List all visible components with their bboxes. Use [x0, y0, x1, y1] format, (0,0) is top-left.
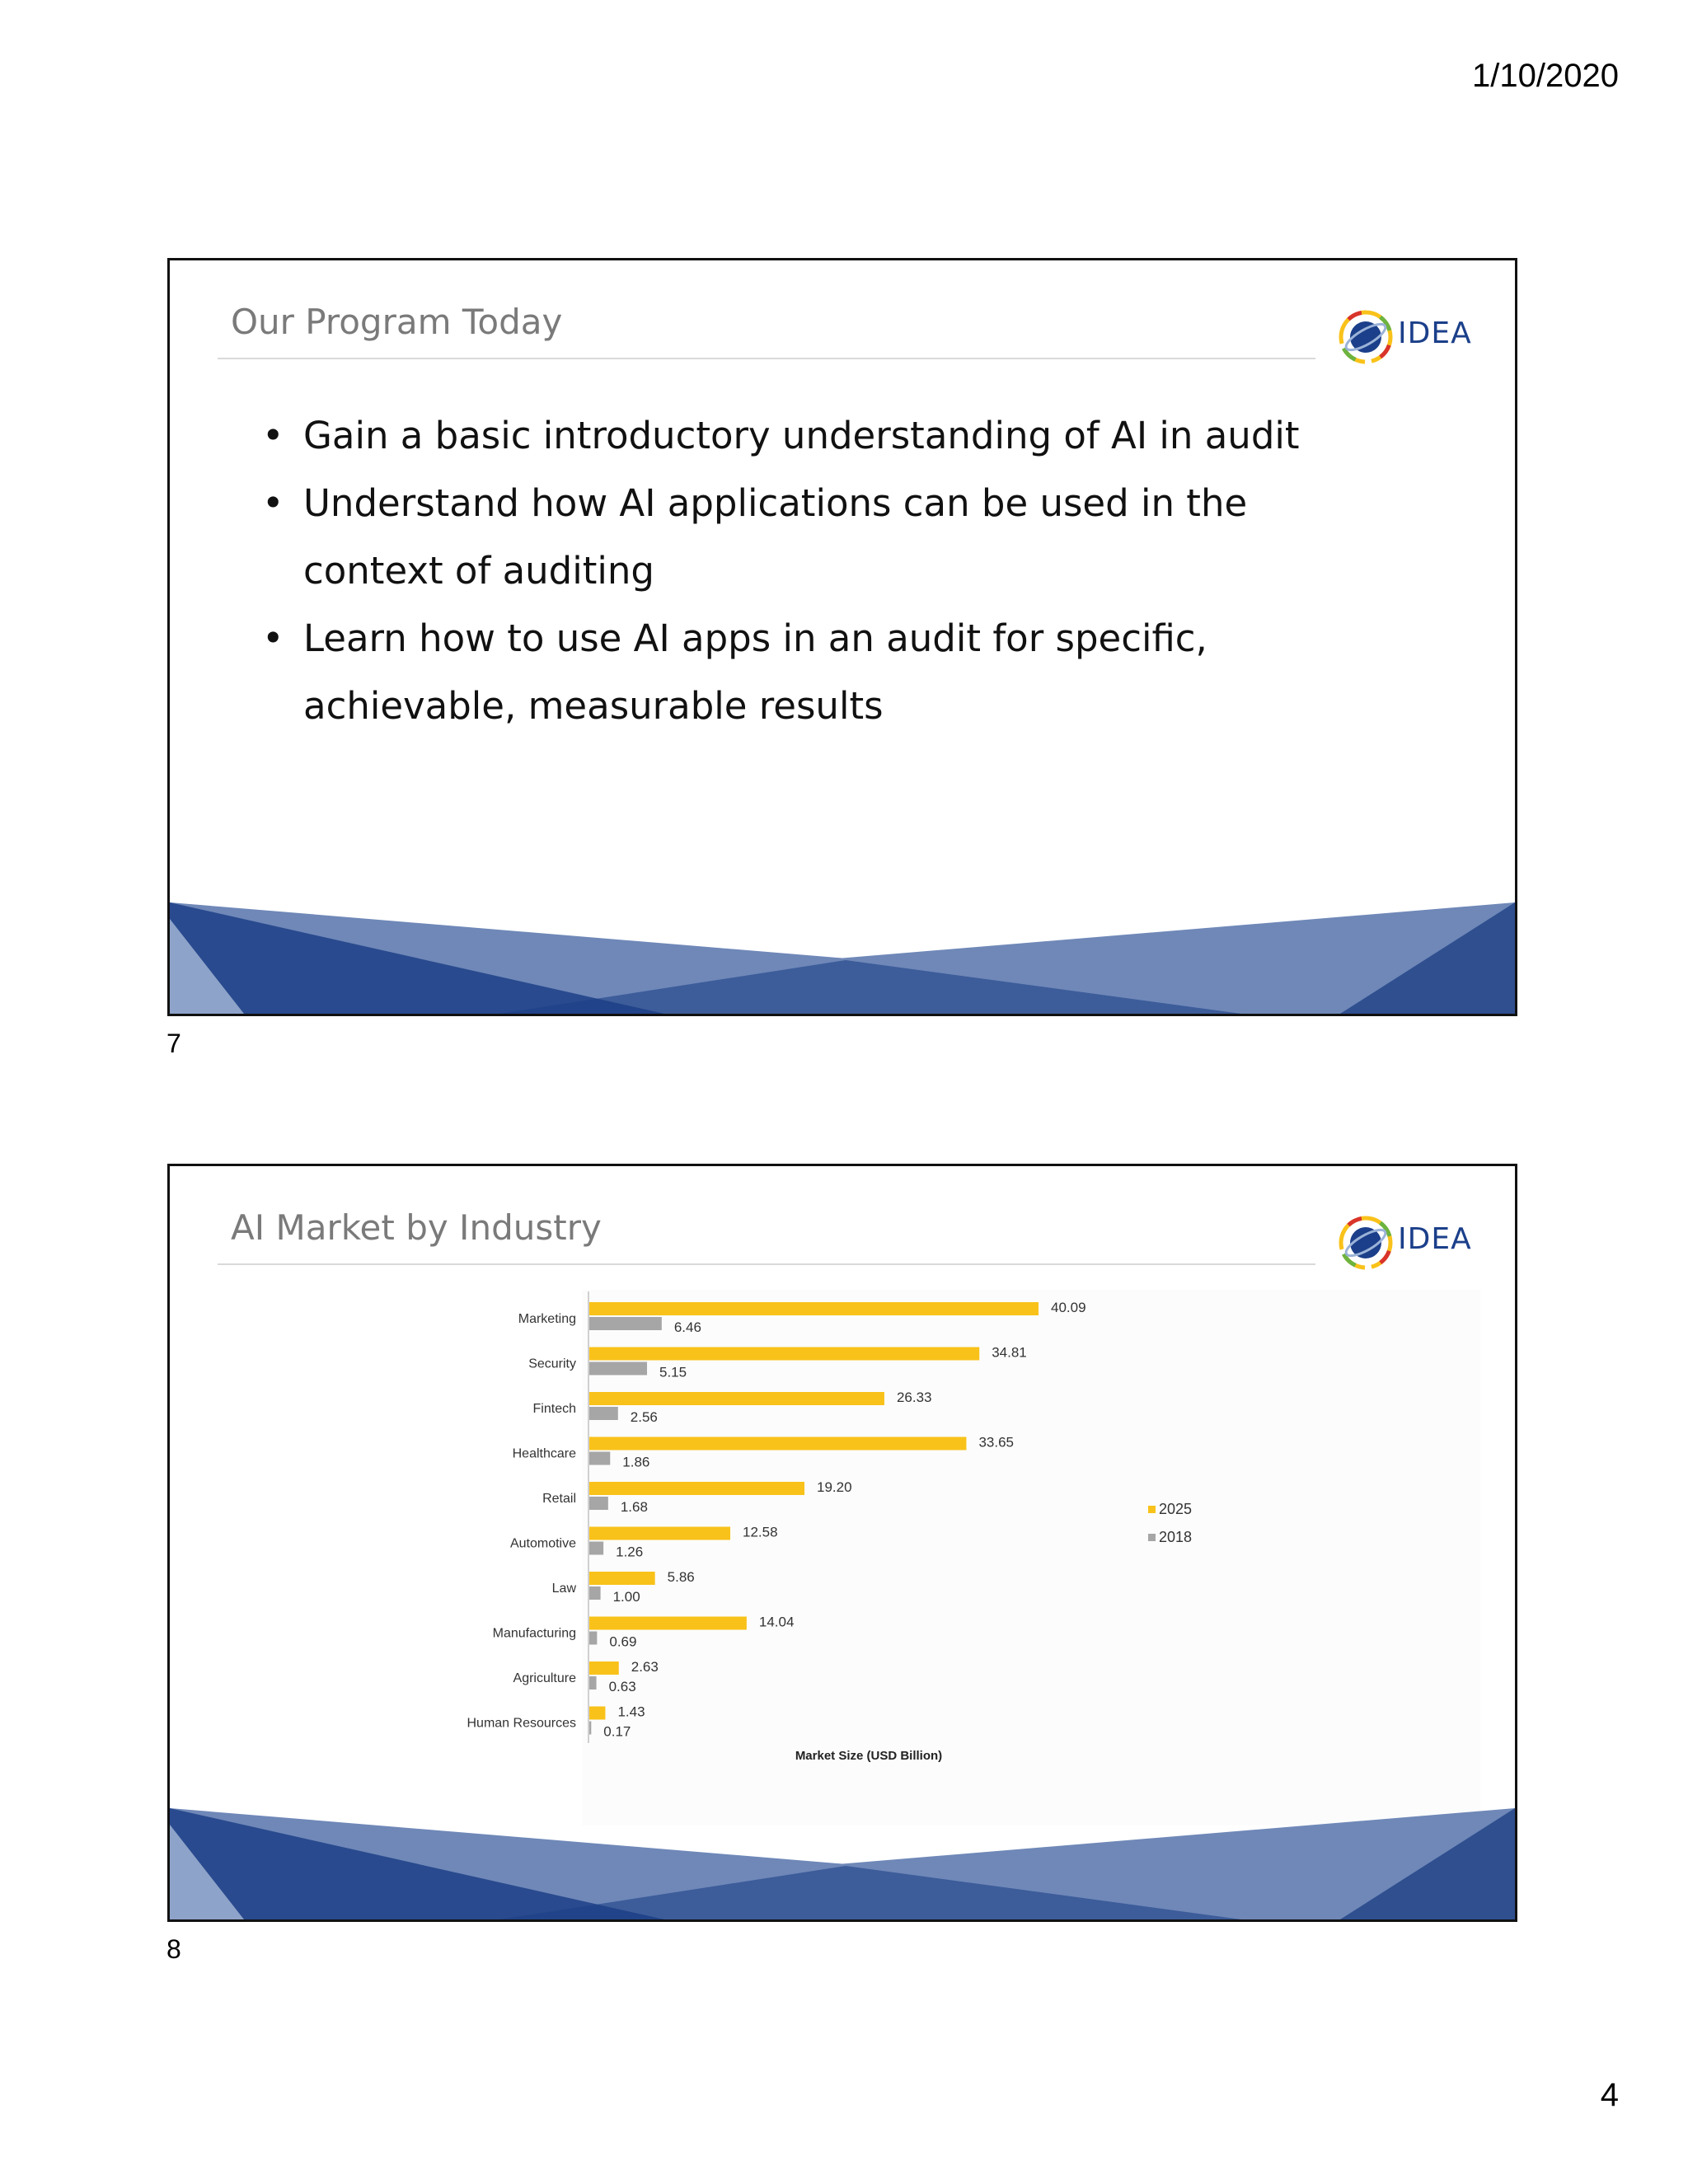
- data-label-2018: 5.15: [659, 1364, 687, 1380]
- market-chart: [170, 1166, 1515, 1825]
- bar-2025: [589, 1392, 884, 1405]
- bullet-item: • Understand how AI applications can be used in the context of auditing: [262, 470, 1334, 605]
- bullet-item: • Learn how to use AI apps in an audit for specific, achievable, measurable results: [262, 605, 1334, 740]
- data-label-2018: 2.56: [630, 1409, 658, 1425]
- data-label-2018: 1.68: [620, 1499, 648, 1515]
- data-label-2025: 33.65: [978, 1434, 1014, 1451]
- bar-2018: [589, 1497, 608, 1510]
- bar-2018: [589, 1317, 662, 1330]
- category-label: Healthcare: [512, 1446, 576, 1461]
- bullet-item: • Gain a basic introductory understanding of AI in audit: [262, 402, 1334, 470]
- date: 1/10/2020: [1472, 58, 1619, 94]
- data-label-2025: 14.04: [758, 1614, 795, 1630]
- globe-icon: [1337, 307, 1395, 368]
- bar-2025: [589, 1661, 619, 1675]
- x-axis-title: Market Size (USD Billion): [795, 1749, 943, 1763]
- data-label-2025: 26.33: [896, 1390, 932, 1405]
- data-label-2025: 5.86: [667, 1569, 695, 1585]
- bar-2018: [589, 1362, 647, 1376]
- data-label-2018: 1.86: [622, 1454, 650, 1470]
- data-label-2018: 0.63: [608, 1679, 636, 1694]
- bar-2018: [589, 1632, 597, 1645]
- data-label-2018: 1.26: [616, 1544, 644, 1560]
- logo-text: IDEA: [1398, 1222, 1472, 1256]
- category-label: Fintech: [532, 1402, 576, 1416]
- category-label: Security: [528, 1357, 576, 1371]
- legend-label: 2025: [1159, 1501, 1193, 1517]
- bar-2025: [589, 1617, 747, 1630]
- idea-logo: [1337, 307, 1493, 373]
- title-rule: [218, 358, 1315, 359]
- footer-decoration: [170, 902, 1515, 1014]
- bar-2018: [589, 1676, 597, 1690]
- bar-2025: [589, 1437, 966, 1451]
- bar-2018: [589, 1722, 591, 1735]
- slide-7: [167, 258, 1517, 1016]
- data-label-2025: 12.58: [743, 1524, 778, 1540]
- data-label-2018: 0.69: [609, 1633, 637, 1650]
- chart-background: [582, 1290, 1480, 1825]
- bar-2018: [589, 1542, 603, 1555]
- data-label-2025: 2.63: [631, 1659, 659, 1675]
- category-label: Automotive: [509, 1536, 576, 1551]
- slide-number: 7: [166, 1029, 181, 1058]
- page-number: 4: [1600, 2077, 1619, 2113]
- data-label-2025: 1.43: [617, 1704, 645, 1720]
- data-label-2025: 40.09: [1051, 1300, 1086, 1315]
- bar-2025: [589, 1572, 655, 1585]
- category-label: Manufacturing: [492, 1626, 576, 1641]
- bar-2018: [589, 1452, 610, 1465]
- bar-2025: [589, 1482, 804, 1495]
- slide-8: [167, 1164, 1517, 1922]
- bullet-list: [262, 402, 1334, 740]
- legend-label: 2018: [1159, 1529, 1193, 1545]
- footer-decoration: [170, 1808, 1515, 1919]
- bar-2018: [589, 1407, 618, 1420]
- category-label: Marketing: [518, 1312, 576, 1326]
- bar-2025: [589, 1527, 730, 1540]
- category-label: Agriculture: [513, 1671, 576, 1685]
- logo-text: IDEA: [1398, 316, 1472, 350]
- legend-swatch: [1148, 1506, 1156, 1513]
- legend-swatch: [1148, 1534, 1156, 1541]
- slide-title: AI Market by Industry: [231, 1207, 602, 1248]
- data-label-2018: 6.46: [673, 1319, 701, 1335]
- category-label: Human Resources: [467, 1716, 576, 1731]
- data-label-2018: 0.17: [603, 1723, 631, 1740]
- bar-2018: [589, 1586, 601, 1600]
- bar-2025: [589, 1707, 605, 1720]
- data-label-2025: 19.20: [817, 1479, 852, 1495]
- slide-number: 8: [166, 1934, 181, 1964]
- data-label-2018: 1.00: [612, 1589, 640, 1605]
- bar-2025: [589, 1302, 1039, 1315]
- category-label: Retail: [542, 1492, 576, 1506]
- category-label: Law: [551, 1582, 576, 1596]
- data-label-2025: 34.81: [992, 1344, 1027, 1361]
- bar-2025: [589, 1347, 979, 1361]
- slide-title: Our Program Today: [231, 302, 563, 342]
